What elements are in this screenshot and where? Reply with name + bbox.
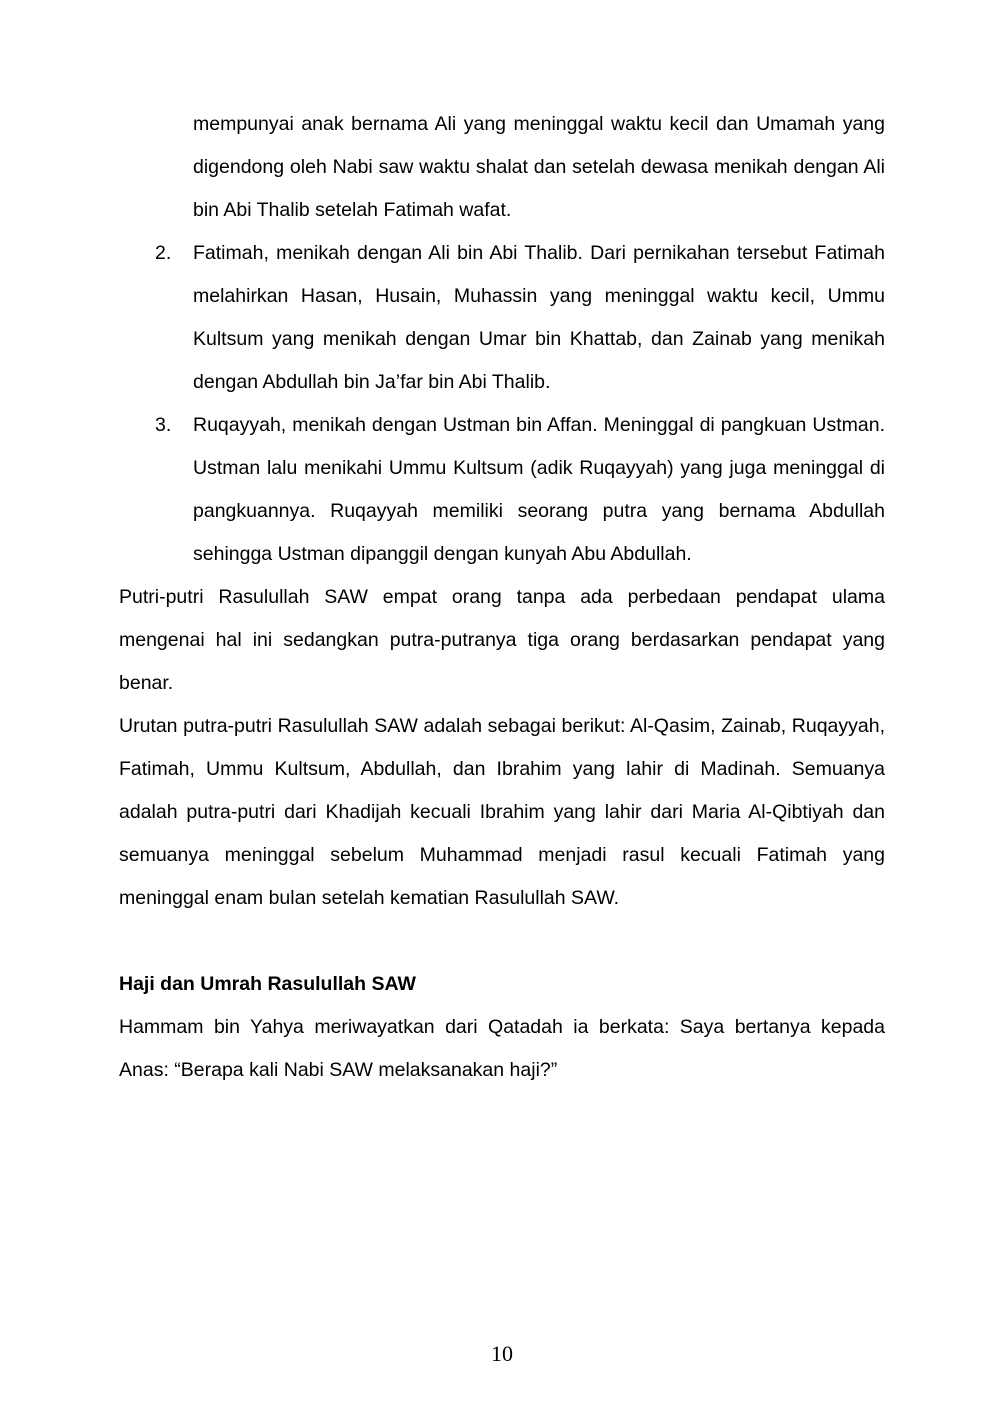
list-item-continuation: mempunyai anak bernama Ali yang meninggal waktu kecil dan Umamah yang digendong oleh Nabi saw waktu shalat dan setelah dewasa menikah dengan Ali bin Abi Thalib setelah Fatimah wafat.: [193, 113, 885, 221]
page-content: [119, 103, 885, 1092]
paragraph: Hammam bin Yahya meriwayatkan dari Qatadah ia berkata: Saya bertanya kepada Anas: “Berapa kali Nabi SAW melaksanakan haji?”: [119, 1016, 885, 1081]
list-number: 2.: [155, 242, 172, 264]
list-item: [155, 404, 885, 576]
list-number: 3.: [155, 414, 172, 436]
list-item: [155, 232, 885, 404]
page-number: 10: [491, 1341, 513, 1366]
list-item-text: Ruqayyah, menikah dengan Ustman bin Affan. Meninggal di pangkuan Ustman. Ustman lalu menikahi Ummu Kultsum (adik Ruqayyah) yang juga meninggal di pangkuannya. Ruqayyah memiliki seorang putra yang bernama Abdullah sehingga Ustman dipanggil dengan kunyah Abu Abdullah.: [193, 414, 885, 565]
section-heading: Haji dan Umrah Rasulullah SAW: [119, 973, 416, 995]
list-item-text: Fatimah, menikah dengan Ali bin Abi Thalib. Dari pernikahan tersebut Fatimah melahirkan Hasan, Husain, Muhassin yang meninggal waktu kecil, Ummu Kultsum yang menikah dengan Umar bin Khattab, dan Zainab yang menikah dengan Abdullah bin Ja’far bin Abi Thalib.: [193, 242, 885, 393]
paragraph: Putri-putri Rasulullah SAW empat orang tanpa ada perbedaan pendapat ulama mengenai hal ini sedangkan putra-putranya tiga orang berdasarkan pendapat yang benar.: [119, 586, 885, 694]
paragraph: Urutan putra-putri Rasulullah SAW adalah sebagai berikut: Al-Qasim, Zainab, Ruqayyah, Fatimah, Ummu Kultsum, Abdullah, dan Ibrahim yang lahir di Madinah. Semuanya adalah putra-putri dari Khadijah kecuali Ibrahim yang lahir dari Maria Al-Qibtiyah dan semuanya meninggal sebelum Muhammad menjadi rasul kecuali Fatimah yang meninggal enam bulan setelah kematian Rasulullah SAW.: [119, 715, 885, 909]
